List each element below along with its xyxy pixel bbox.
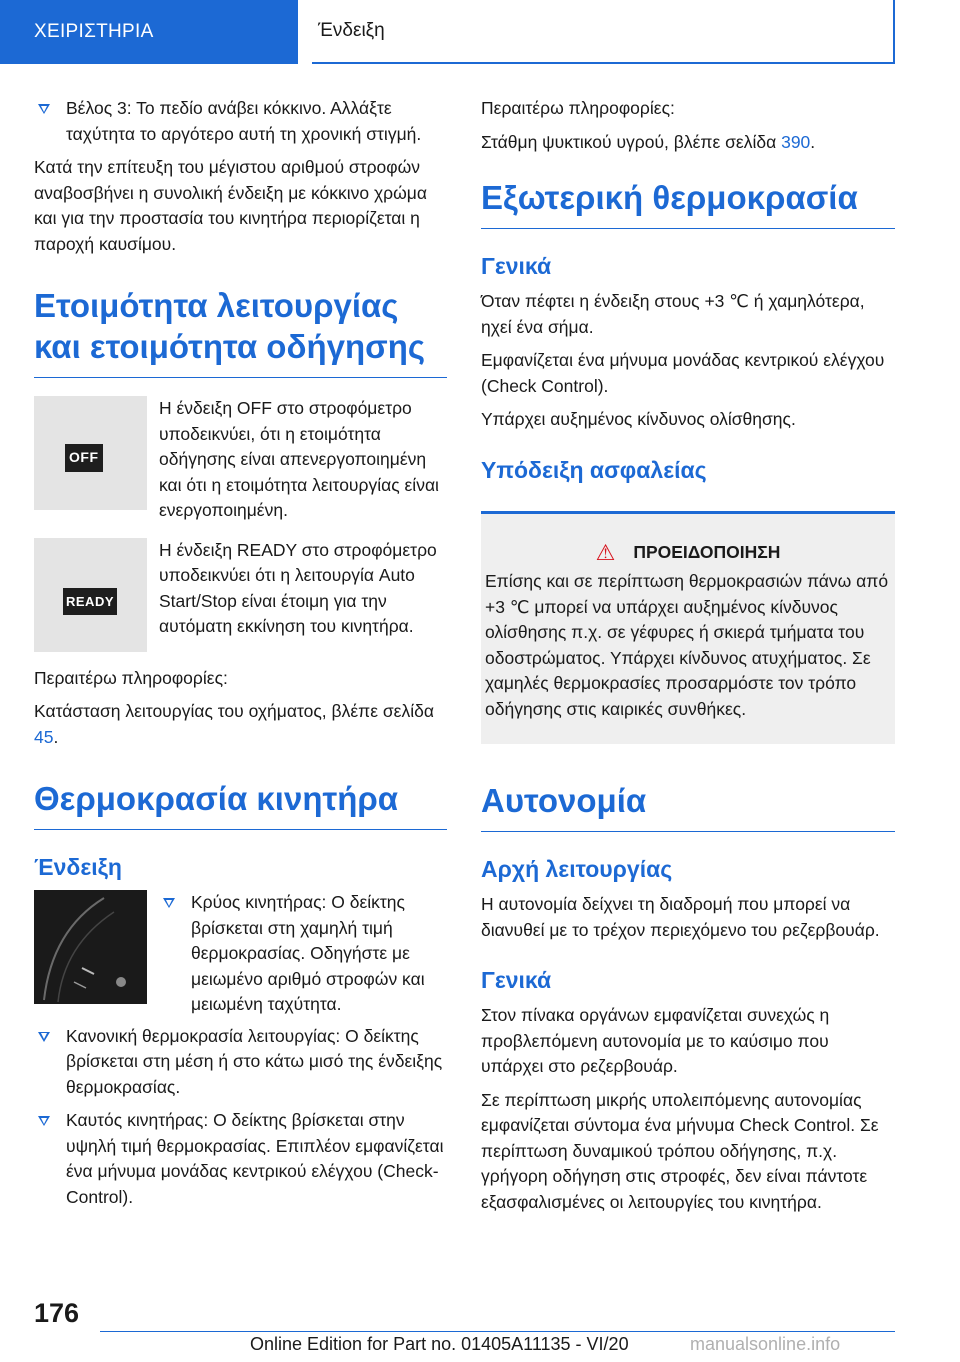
header-section-tab — [0, 0, 298, 64]
heading-engine-temperature: Θερμοκρασία κινητήρα — [34, 778, 447, 830]
off-badge: OFF — [65, 444, 103, 472]
bullet-triangle-icon — [38, 1032, 50, 1042]
warning-text: Επίσης και σε περίπτωση θερμοκρασιών πάνω από +3 ℃ μπορεί να υπάρχει αυξημένος κίνδυνος ολίσθησης π.χ. σε γέφυρες ή σκιερά τμήματα του οδοστρώματος. Υπάρχει κίνδυνος ατυχήματος. Σε χαμηλές θερμοκρασίες προσαρμόστε τον τρόπο οδήγησης στις καιρικές συνθήκες. — [485, 571, 889, 719]
off-indicator-image — [34, 396, 147, 510]
warning-triangle-icon: ⚠ — [595, 539, 616, 565]
principle-text: Η αυτονομία δείχνει τη διαδρομή που μπορεί να διανυθεί με το τρέχον περιεχόμενο του ρεζερβουάρ. — [481, 894, 880, 940]
figure-off — [34, 396, 447, 524]
warning-title — [485, 540, 891, 566]
general-text-a: Στον πίνακα οργάνων εμφανίζεται συνεχώς η προβλεπόμενη αυτονομία με το καύσιμο που υπάρχει στο ρεζερβουάρ. — [481, 1005, 830, 1076]
list-item — [34, 1108, 447, 1210]
check-control-text: Εμφανίζεται ένα μήνυμα μονάδας κεντρικού ελέγχου (Check Control). — [481, 350, 885, 396]
paragraph-max-rpm: Κατά την επίτευξη του μέγιστου αριθμού στροφών αναβοσβήνει η συνολική ένδειξη με κόκκινο χρώμα και για την προστασία του κινητήρα περιορίζεται η παροχή καυσίμου. — [34, 157, 427, 254]
skid-risk-text: Υπάρχει αυξημένος κίνδυνος ολίσθησης. — [481, 409, 796, 429]
more-info-label: Περαιτέρω πληροφορίες: — [481, 98, 675, 118]
figure-temp-gauge — [34, 890, 447, 1018]
header-section-label: ΧΕΙΡΙΣΤΗΡΙΑ — [34, 21, 154, 42]
temp-drop-text: Όταν πέφτει η ένδειξη στους +3 ℃ ή χαμηλότερα, ηχεί ένα σήμα. — [481, 291, 865, 337]
heading-display: Ένδειξη — [34, 854, 122, 880]
normal-temp-text: Κανονική θερμοκρασία λειτουργίας: Ο δείκτης βρίσκεται στη μέση ή στο κάτω μισό της ένδειξης θερμοκρασίας. — [66, 1025, 443, 1097]
list-item — [34, 1024, 447, 1101]
list-item — [34, 96, 447, 147]
ready-indicator-image — [34, 538, 147, 652]
gauge-icon — [34, 890, 147, 1004]
warning-box — [481, 511, 895, 745]
footer-edition: Online Edition for Part no. 01405A11135 - VI/20 — [250, 1334, 629, 1354]
coolant-text: Στάθμη ψυκτικού υγρού, βλέπε σελίδα — [481, 131, 782, 152]
more-info-label: Περαιτέρω πληροφορίες: — [34, 667, 228, 688]
ready-description: Η ένδειξη READY στο στροφόμετρο υποδεικνύει ότι η λειτουργία Auto Start/Stop είναι έτοιμη για την αυτόματη εκκίνηση του κινητήρα. — [159, 539, 437, 636]
page-link-45[interactable]: 45 — [34, 726, 54, 747]
heading-safety-note: Υπόδειξη ασφαλείας — [481, 456, 707, 483]
page-number: 176 — [34, 1298, 80, 1328]
heading-range: Αυτονομία — [481, 780, 895, 832]
temperature-gauge-image — [34, 890, 147, 1004]
heading-outside-temperature: Εξωτερική θερμοκρασία — [481, 177, 895, 229]
bullet-triangle-icon — [163, 898, 175, 908]
coolant-reference: Στάθμη ψυκτικού υγρού, βλέπε σελίδα 390. — [481, 131, 816, 152]
left-column — [34, 96, 447, 1218]
ready-badge: READY — [63, 588, 117, 616]
heading-general-2: Γενικά — [481, 967, 552, 993]
header-chapter-label: Ένδειξη — [318, 20, 385, 41]
heading-readiness: Ετοιμότητα λειτουργίας και ετοιμότητα οδήγησης — [34, 285, 447, 378]
figure-ready — [34, 538, 447, 652]
heading-principle: Αρχή λειτουργίας — [481, 856, 673, 882]
page-link-390[interactable]: 390 — [781, 131, 811, 152]
heading-general: Γενικά — [481, 253, 552, 279]
general-text-b: Σε περίπτωση μικρής υπολειπόμενης αυτονομίας εμφανίζεται σύντομα ένα μήνυμα Check Control. Σε περίπτωση δυναμικού τρόπου οδήγησης, π.χ. γρήγορη οδήγηση στις στροφές, δεν είναι πάντοτε εξασφαλισμένες οι λειτουργίες του κινητήρα. — [481, 1089, 879, 1212]
right-column — [481, 96, 895, 1223]
vehicle-state-text: Κατάσταση λειτουργίας του οχήματος, βλέπε σελίδα — [34, 701, 434, 721]
vehicle-state-reference: Κατάσταση λειτουργίας του οχήματος, βλέπε σελίδα 45. — [34, 701, 434, 747]
cold-engine-text: Κρύος κινητήρας: Ο δείκτης βρίσκεται στη χαμηλή τιμή θερμοκρασίας. Οδηγήστε με μειωμένο αριθμό στροφών και μειωμένη ταχύτητα. — [191, 892, 425, 1014]
off-description: Η ένδειξη OFF στο στροφόμετρο υποδεικνύει, ότι η ετοιμότητα οδήγησης είναι απενεργοποιημένη και ότι η ετοιμότητα λειτουργίας είναι ενεργοποιημένη. — [159, 398, 439, 520]
header-chapter-tab — [312, 0, 895, 64]
footer-watermark: manualsonline.info — [690, 1334, 841, 1354]
list-item-text: Βέλος 3: Το πεδίο ανάβει κόκκινο. Αλλάξτε ταχύτητα το αργότερο αυτή τη χρονική στιγμή. — [66, 98, 422, 144]
bullet-triangle-icon — [38, 104, 50, 114]
hot-engine-text: Καυτός κινητήρας: Ο δείκτης βρίσκεται στην υψηλή τιμή θερμοκρασίας. Επιπλέον εμφανίζεται ένα μήνυμα μονάδας κεντρικού ελέγχου (Check-Control). — [66, 1110, 444, 1207]
bullet-triangle-icon — [38, 1116, 50, 1126]
footer-divider — [100, 1331, 895, 1332]
warning-title-text: ΠΡΟΕΙΔΟΠΟΙΗΣΗ — [633, 541, 781, 562]
